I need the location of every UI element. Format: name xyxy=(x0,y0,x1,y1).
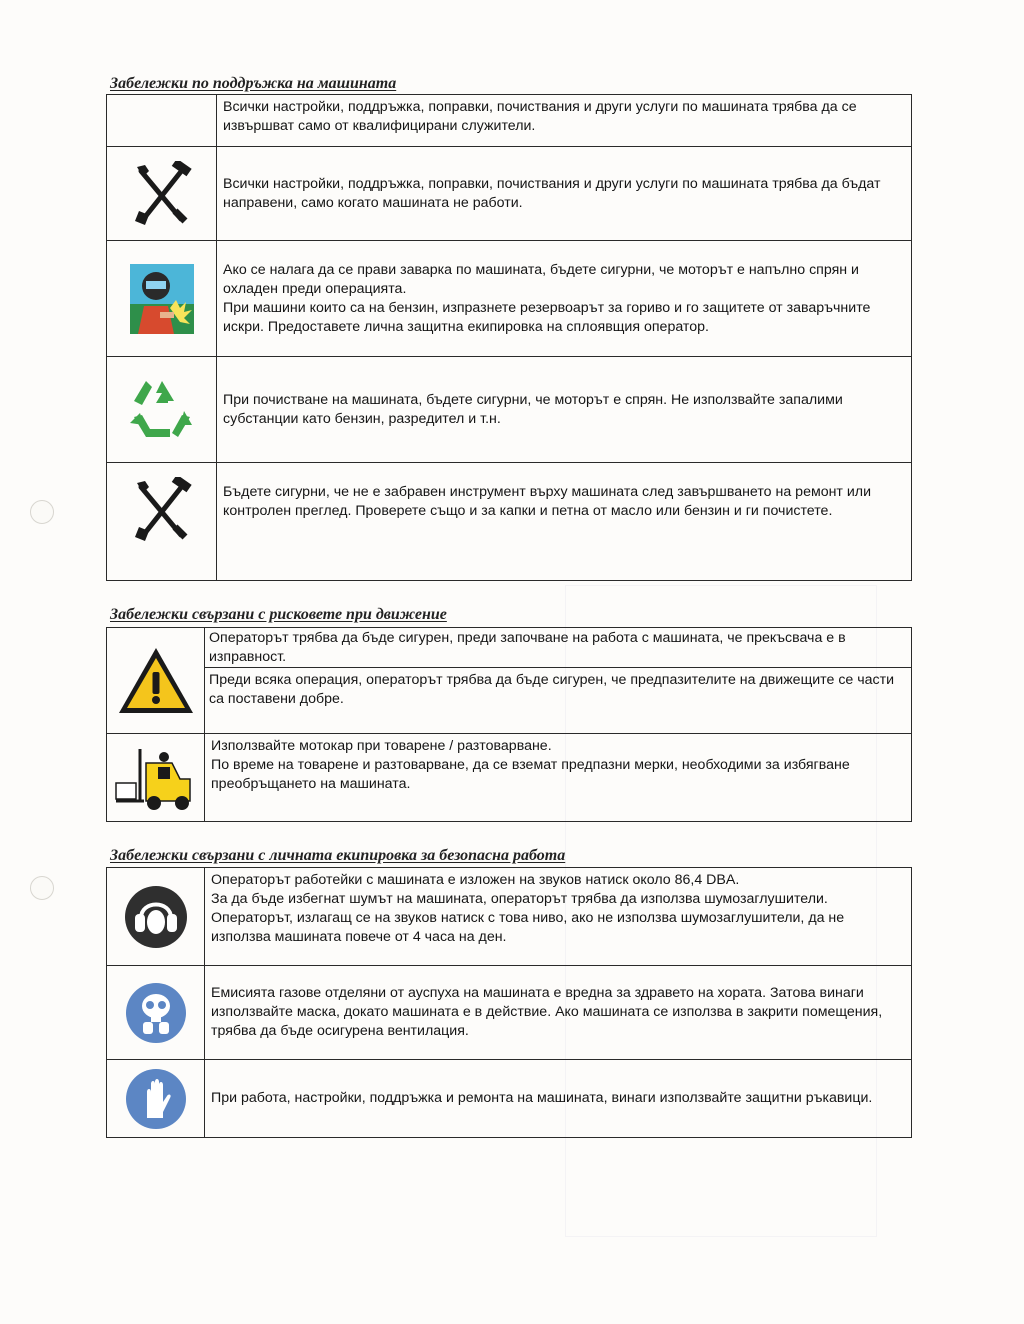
maintenance-notes-table xyxy=(106,94,912,581)
movement-risks-table xyxy=(106,627,912,822)
forklift-icon xyxy=(114,745,198,811)
note-text: Използвайте мотокар при товарене / разтоварване. xyxy=(211,738,552,754)
note-text: Всички настройки, поддръжка, поправки, почиствания и други услуги по машината трябва да бъдат направени, само когато машината не работи. xyxy=(223,175,881,211)
note-text: По време на товарене и разтоварване, да се вземат предпазни мерки, необходими за избягване преобръщането на машината. xyxy=(211,757,850,792)
note-text: Бъдете сигурни, че не е забравен инструмент върху машината след завършването на ремонт или контролен преглед. Проверете също и за капки и петна от масло или бензин и ги почистете. xyxy=(223,484,872,519)
table-row xyxy=(107,463,912,581)
note-text: Ако се налага да се прави заварка по машината, бъдете сигурни, че моторът е напълно спрян и охладен преди операцията. xyxy=(223,261,859,297)
note-text: За да бъде избегнат шумът на машината, операторът трябва да използва шумозаглушители. Операторът, излагащ се на звуков натиск с това ниво, ако не използва шумозаглушители, да не използва машината повече от 4 часа на ден. xyxy=(211,891,845,945)
note-text: Преди всяка операция, операторът трябва да бъде сигурен, че предпазителите на движещите се части са поставени добре. xyxy=(209,672,895,707)
warning-icon xyxy=(116,645,196,717)
ear-protection-icon xyxy=(123,884,189,950)
table-row xyxy=(107,357,912,463)
table-row xyxy=(107,147,912,241)
section-title-movement-risks: Забележки свързани с рисковете при движение xyxy=(110,606,447,623)
table-row xyxy=(107,734,912,822)
note-text: При работа, настройки, поддръжка и ремонта на машината, винаги използвайте защитни ръкавици. xyxy=(211,1090,873,1106)
table-row xyxy=(107,628,912,734)
recycle-icon xyxy=(126,377,198,443)
gas-mask-icon xyxy=(125,982,187,1044)
section-title-maintenance: Забележки по поддръжка на машината xyxy=(110,75,397,92)
note-text: Всички настройки, поддръжка, поправки, почиствания и други услуги по машината трябва да се извършват само от квалифицирани служители. xyxy=(223,99,857,134)
note-text: Емисията газове отделяни от ауспуха на машината е вредна за здравето на хората. Затова винаги използвайте маска, докато машината е в действие. Ако машината се използва в закрити помещения, трябва да бъде осигурена вентилация. xyxy=(211,985,883,1039)
punch-hole xyxy=(30,876,54,900)
welder-icon xyxy=(130,264,194,334)
empty-icon-cell xyxy=(107,95,217,147)
section-title-ppe: Забележки свързани с личната екипировка за безопасна работа xyxy=(110,847,566,864)
gloves-icon xyxy=(125,1068,187,1130)
note-text: При почистване на машината, бъдете сигурни, че моторът е спрян. Не използвайте запалими субстанции като бензин, разредител и т.н. xyxy=(223,391,843,427)
table-row xyxy=(107,966,912,1060)
note-text: При машини които са на бензин, изпразнете резервоарът за гориво и го защитете от заваръчните искри. Предоставете лична защитна екипировка на сплоявщия оператор. xyxy=(223,299,871,335)
punch-hole xyxy=(30,500,54,524)
ppe-notes-table xyxy=(106,867,912,1138)
table-row xyxy=(107,95,912,147)
tools-icon xyxy=(131,161,193,227)
note-text: Операторът трябва да бъде сигурен, преди започване на работа с машината, че прекъсвача е в изправност. xyxy=(209,630,846,665)
note-text: Операторът работейки с машината е изложен на звуков натиск около 86,4 DBA. xyxy=(211,872,740,888)
table-row xyxy=(107,241,912,357)
table-row xyxy=(107,868,912,966)
table-row xyxy=(107,1060,912,1138)
tools-icon xyxy=(131,477,193,543)
